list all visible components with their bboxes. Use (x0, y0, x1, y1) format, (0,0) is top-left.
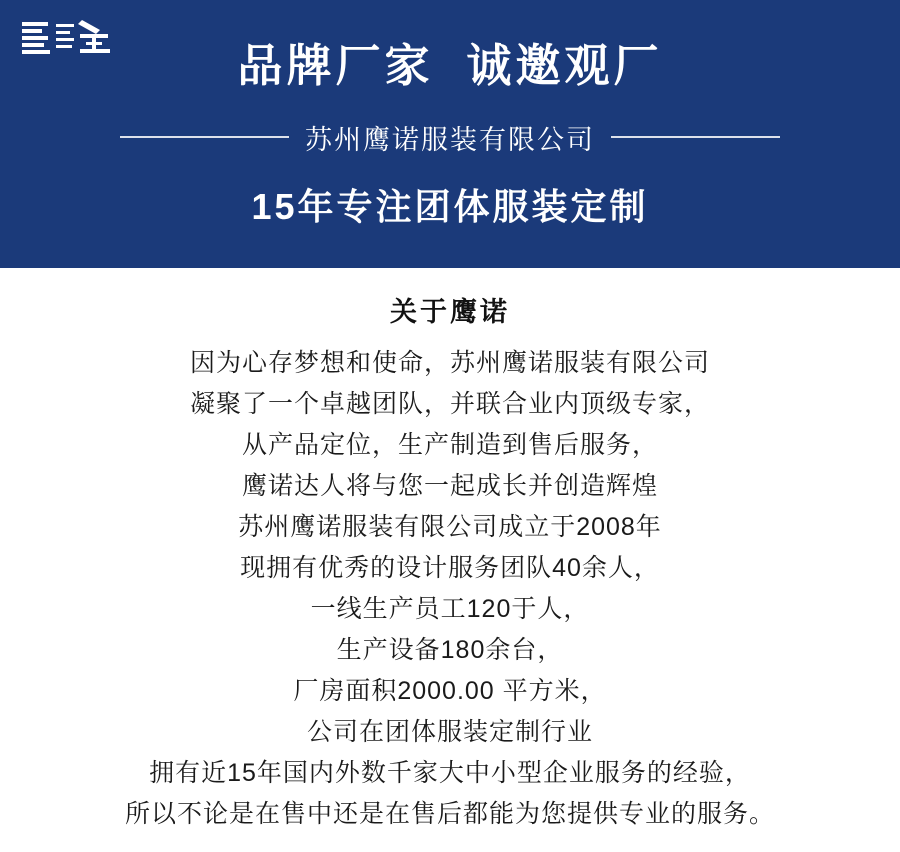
about-line: 从产品定位，生产制造到售后服务， (241, 431, 658, 459)
about-line: 苏州鹰诺服装有限公司成立于2008年 (238, 513, 662, 541)
about-line: 现拥有优秀的设计服务团队40余人， (240, 554, 660, 582)
about-paragraph (20, 343, 880, 835)
about-section (0, 268, 900, 835)
banner-tagline: 15年专注团体服装定制 (251, 185, 649, 227)
about-line: 生产设备180余台， (336, 636, 564, 664)
about-line: 公司在团体服装定制行业 (306, 718, 593, 746)
about-line: 鹰诺达人将与您一起成长并创造辉煌 (241, 472, 658, 500)
brand-logo-icon (14, 14, 122, 66)
about-line: 拥有近15年国内外数千家大中小型企业服务的经验， (149, 759, 751, 787)
header-banner (0, 0, 900, 268)
about-line: 凝聚了一个卓越团队，并联合业内顶级专家， (189, 390, 710, 418)
company-line-row (120, 118, 780, 157)
about-heading: 关于鹰诺 (390, 297, 510, 327)
banner-title: 品牌厂家 诚邀观厂 (237, 40, 663, 91)
about-line: 因为心存梦想和使命，苏州鹰诺服装有限公司 (189, 349, 710, 377)
divider-right (611, 136, 780, 138)
about-line: 厂房面积2000.00 平方米， (293, 677, 607, 705)
company-name: 苏州鹰诺服装有限公司 (305, 124, 595, 155)
about-line: 所以不论是在售中还是在售后都能为您提供专业的服务。 (124, 800, 775, 828)
divider-left (120, 136, 289, 138)
about-line: 一线生产员工120于人， (310, 595, 590, 623)
